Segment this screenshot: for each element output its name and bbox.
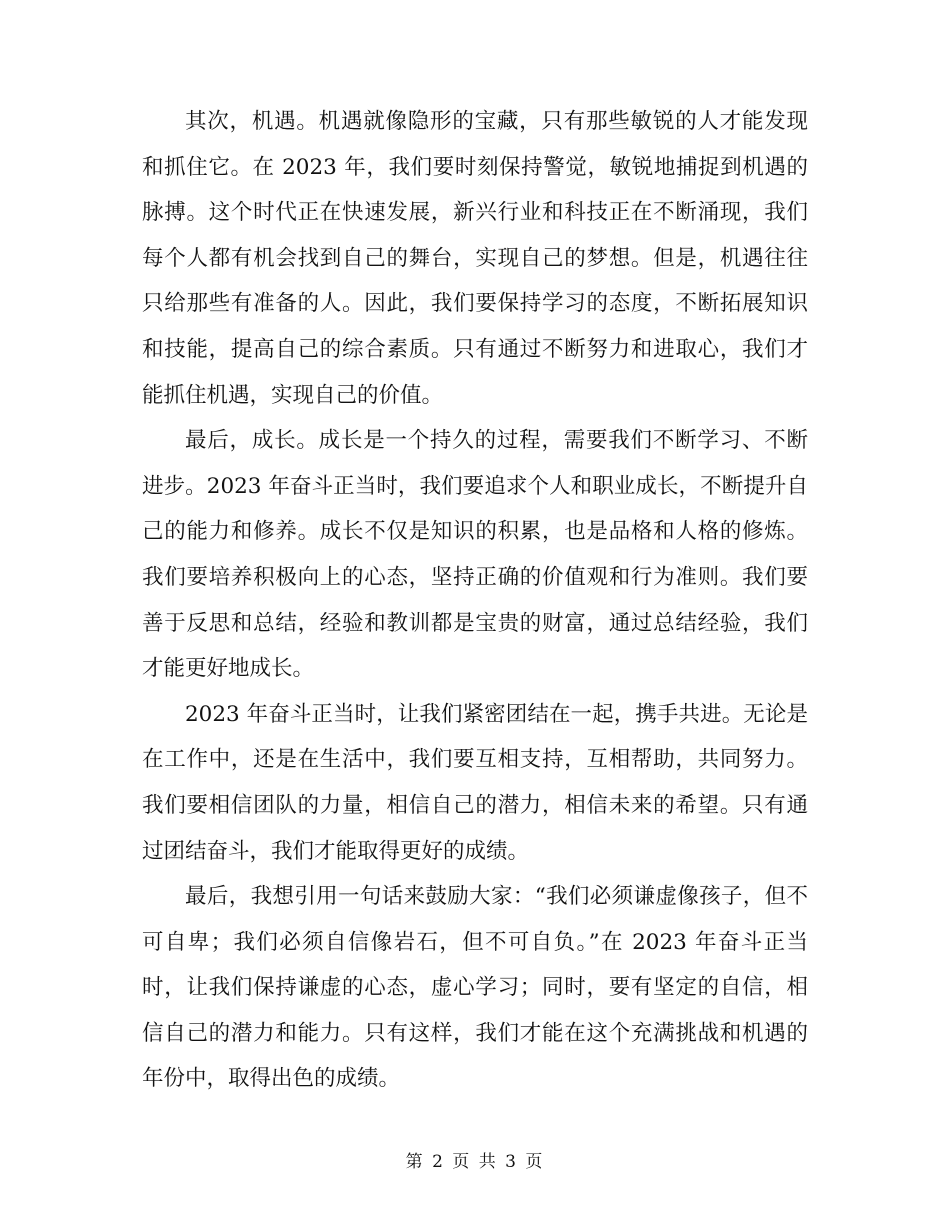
document-body	[142, 99, 808, 1102]
paragraph-opportunity: 其次，机遇。机遇就像隐形的宝藏，只有那些敏锐的人才能发现和抓住它。在 2023 年，我们要时刻保持警觉，敏锐地捕捉到机遇的脉搏。这个时代正在快速发展，新兴行业和科技正在不断涌现，我们每个人都有机会找到自己的舞台，实现自己的梦想。但是，机遇往往只给那些有准备的人。因此，我们要保持学习的态度，不断拓展知识和技能，提高自己的综合素质。只有通过不断努力和进取心，我们才能抓住机遇，实现自己的价值。	[142, 109, 808, 408]
paragraph-closing-quote: 最后，我想引用一句话来鼓励大家：“我们必须谦虚像孩子，但不可自卑；我们必须自信像岩石，但不可自负。”在 2023 年奋斗正当时，让我们保持谦虚的心态，虚心学习；同时，要有坚定的自信，相信自己的潜力和能力。只有这样，我们才能在这个充满挑战和机遇的年份中，取得出色的成绩。	[142, 884, 808, 1092]
paragraph-unity: 2023 年奋斗正当时，让我们紧密团结在一起，携手共进。无论是在工作中，还是在生活中，我们要互相支持，互相帮助，共同努力。我们要相信团队的力量，相信自己的潜力，相信未来的希望。只有通过团结奋斗，我们才能取得更好的成绩。	[142, 701, 808, 864]
paragraph-growth: 最后，成长。成长是一个持久的过程，需要我们不断学习、不断进步。2023 年奋斗正当时，我们要追求个人和职业成长，不断提升自己的能力和修养。成长不仅是知识的积累，也是品格和人格的修炼。我们要培养积极向上的心态，坚持正确的价值观和行为准则。我们要善于反思和总结，经验和教训都是宝贵的财富，通过总结经验，我们才能更好地成长。	[142, 428, 808, 682]
page-number-footer: 第 2 页 共 3 页	[405, 1152, 545, 1172]
